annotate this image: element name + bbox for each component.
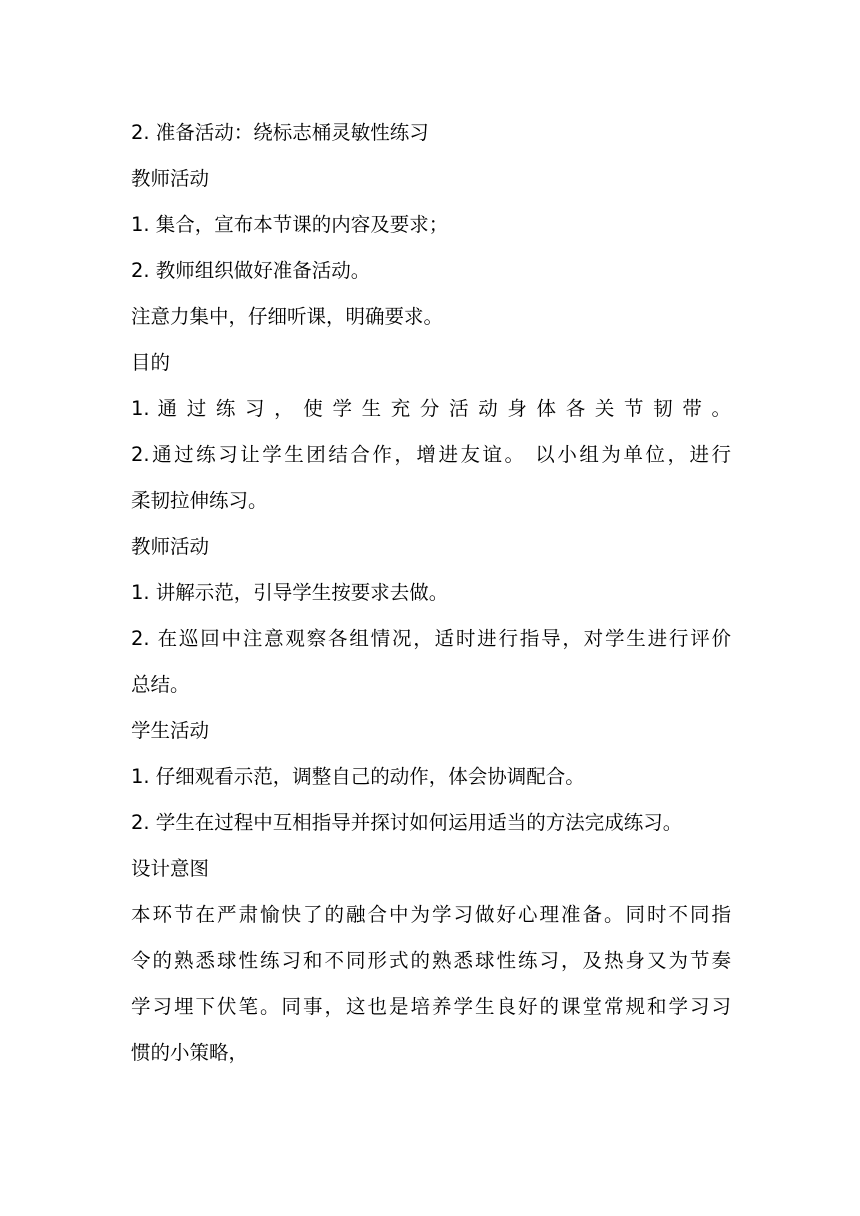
purpose-item-2-line-1: 2.通过练习让学生团结合作，增进友谊。 以小组为单位，进行: [131, 443, 731, 466]
teacher-activity-2-step-2-line-2: 总结。: [131, 673, 190, 696]
activity-line: 2. 准备活动：绕标志桶灵敏性练习: [131, 121, 429, 144]
purpose-item-2-line-2: 柔韧拉伸练习。: [131, 489, 268, 512]
teacher-activity-2-step-2-line-1: 2. 在巡回中注意观察各组情况，适时进行指导，对学生进行评价: [131, 627, 731, 650]
section-heading-purpose: 目的: [131, 351, 171, 374]
design-intent-line-3: 学习埋下伏笔。同事，这也是培养学生良好的课堂常规和学习习: [131, 995, 731, 1018]
student-activity-step-1: 1. 仔细观看示范，调整自己的动作，体会协调配合。: [131, 765, 585, 788]
student-activity-step-2: 2. 学生在过程中互相指导并探讨如何运用适当的方法完成练习。: [131, 811, 683, 834]
purpose-item-1: 1. 通 过 练 习 ， 使 学 生 充 分 活 动 身 体 各 关 节 韧 带 。: [131, 397, 731, 420]
teacher-step-1: 1. 集合，宣布本节课的内容及要求；: [131, 213, 449, 236]
document-body: [131, 110, 731, 1076]
section-heading-teacher-activity-2: 教师活动: [131, 535, 210, 558]
teacher-activity-2-step-1: 1. 讲解示范，引导学生按要求去做。: [131, 581, 449, 604]
design-intent-line-1: 本环节在严肃愉快了的融合中为学习做好心理准备。同时不同指: [131, 903, 731, 926]
section-heading-design-intent: 设计意图: [131, 857, 210, 880]
teacher-step-2: 2. 教师组织做好准备活动。: [131, 259, 371, 282]
section-heading-student-activity: 学生活动: [131, 719, 210, 742]
student-note: 注意力集中，仔细听课，明确要求。: [131, 305, 444, 328]
design-intent-line-4: 惯的小策略，: [131, 1041, 249, 1064]
design-intent-line-2: 令的熟悉球性练习和不同形式的熟悉球性练习，及热身又为节奏: [131, 949, 731, 972]
section-heading-teacher-activity: 教师活动: [131, 167, 210, 190]
